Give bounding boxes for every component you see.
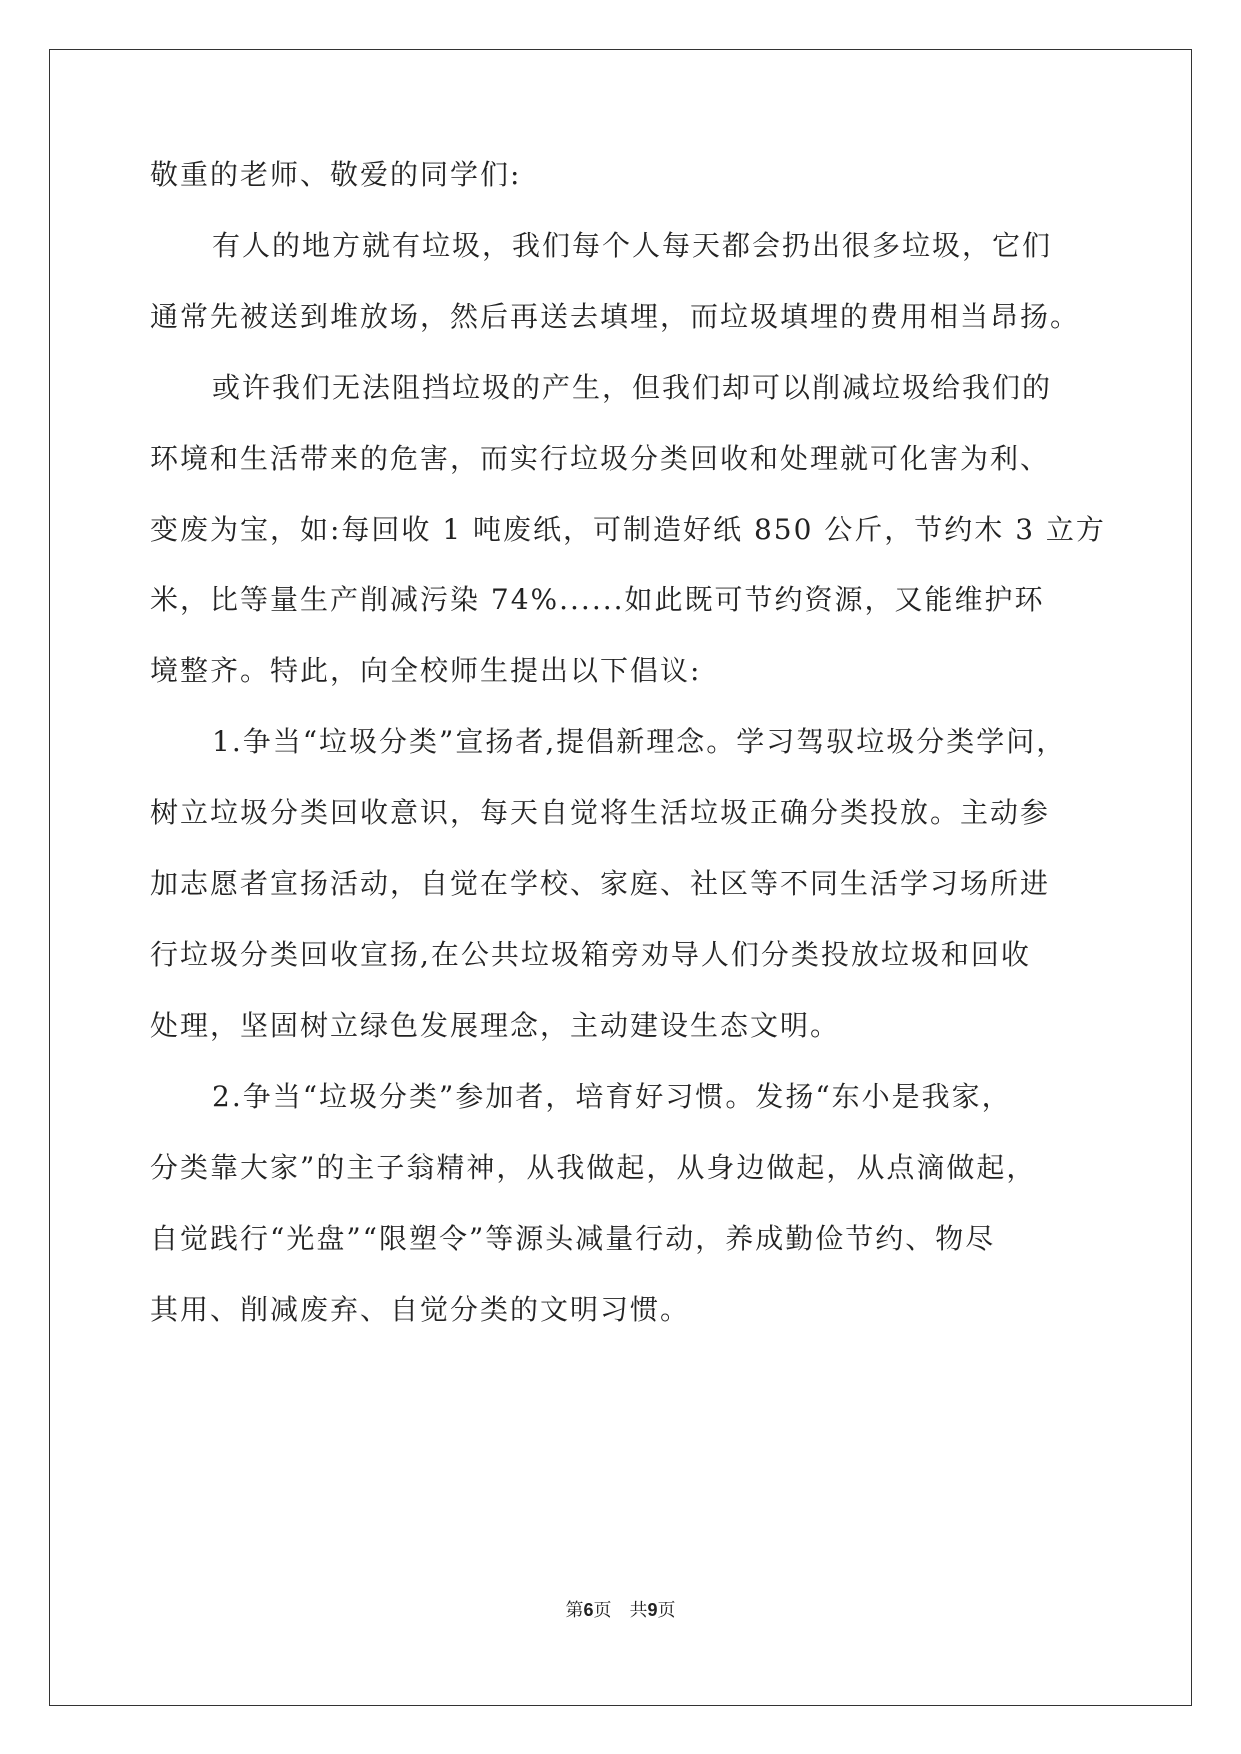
item-1-line-5: 处理，坚固树立绿色发展理念，主动建设生态文明。 — [150, 1009, 841, 1042]
paragraph-1-line-1: 有人的地方就有垃圾，我们每个人每天都会扔出很多垃圾，它们 — [212, 229, 1053, 262]
paragraph-2-line-2: 环境和生活带来的危害，而实行垃圾分类回收和处理就可化害为利、 — [150, 442, 1051, 475]
paragraph-2-line-5: 境整齐。特此，向全校师生提出以下倡议: — [150, 654, 702, 687]
item-2-line-3: 自觉践行“光盘”“限塑令”等源头减量行动，养成勤俭节约、物尽 — [150, 1222, 996, 1255]
page-suffix: 页 — [657, 1600, 676, 1621]
paragraph-2-line-1: 或许我们无法阻挡垃圾的产生，但我们却可以削减垃圾给我们的 — [212, 371, 1053, 404]
current-page-number: 6 — [583, 1600, 594, 1620]
total-pages-number: 9 — [647, 1600, 658, 1620]
page-number-footer — [0, 1598, 1241, 1623]
paragraph-2-line-3: 变废为宝，如:每回收 1 吨废纸，可制造好纸 850 公斤，节约木 3 立方 — [150, 513, 1106, 546]
item-1-line-4: 行垃圾分类回收宣扬,在公共垃圾箱旁劝导人们分类投放垃圾和回收 — [150, 938, 1031, 971]
item-2-line-1: 2.争当“垃圾分类”参加者，培育好习惯。发扬“东小是我家， — [212, 1080, 1012, 1113]
item-1-line-3: 加志愿者宣扬活动，自觉在学校、家庭、社区等不同生活学习场所进 — [150, 867, 1051, 900]
item-1-line-1: 1.争当“垃圾分类”宣扬者,提倡新理念。学习驾驭垃圾分类学问， — [212, 725, 1067, 758]
paragraph-1-line-2: 通常先被送到堆放场，然后再送去填埋，而垃圾填埋的费用相当昂扬。 — [150, 300, 1081, 333]
page-prefix: 第 — [565, 1600, 584, 1621]
paragraph-2-line-4: 米，比等量生产削减污染 74%......如此既可节约资源，又能维护环 — [150, 583, 1045, 616]
item-2-line-4: 其用、削减废弃、自觉分类的文明习惯。 — [150, 1293, 691, 1326]
salutation-line: 敬重的老师、敬爱的同学们: — [150, 158, 522, 191]
item-1-line-2: 树立垃圾分类回收意识，每天自觉将生活垃圾正确分类投放。主动参 — [150, 796, 1051, 829]
page-mid: 页 共 — [593, 1600, 648, 1621]
item-2-line-2: 分类靠大家”的主子翁精神，从我做起，从身边做起，从点滴做起， — [150, 1151, 1037, 1184]
